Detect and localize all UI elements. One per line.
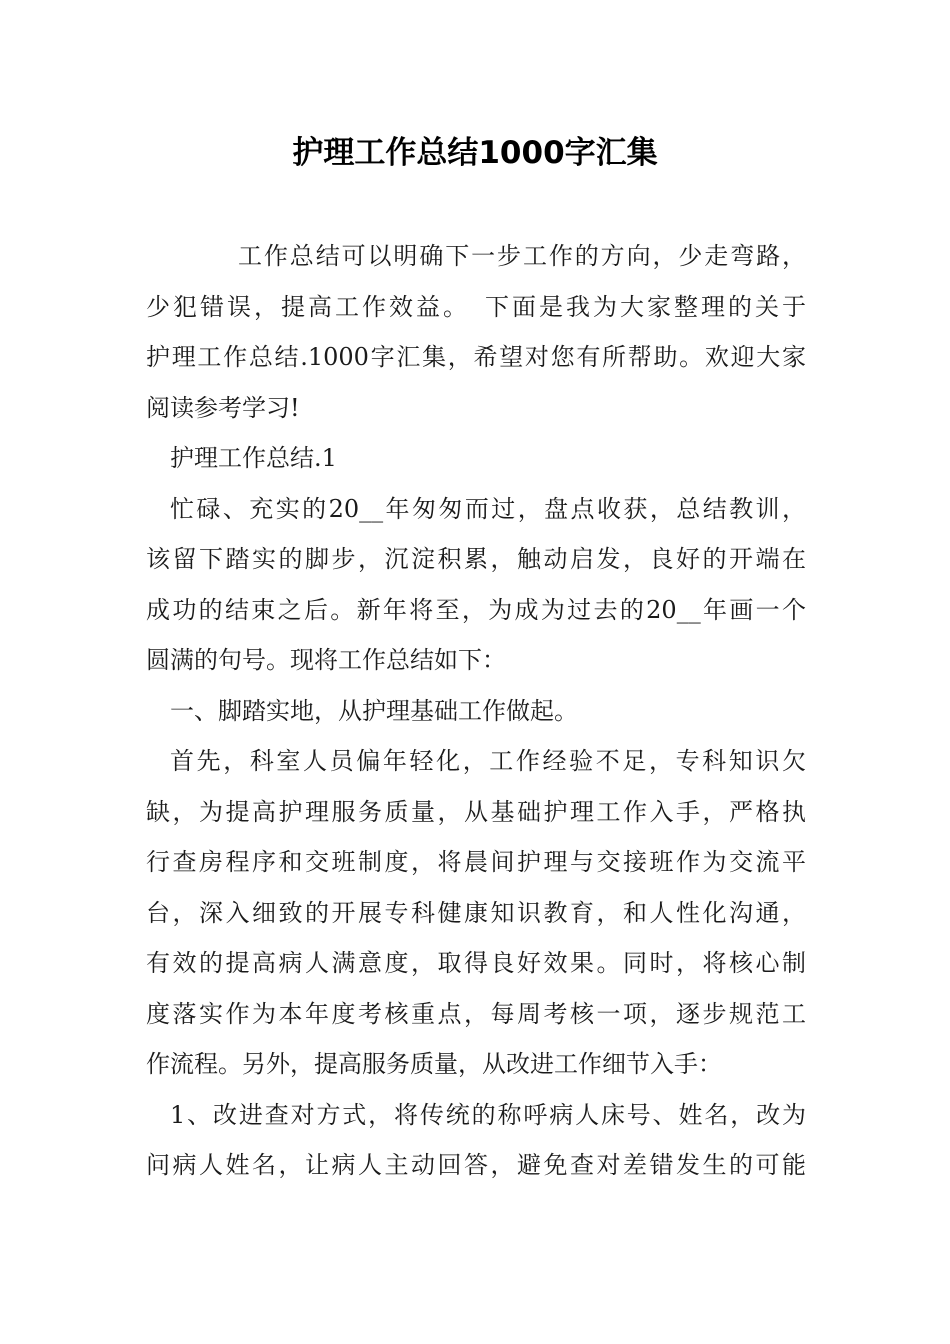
paragraph-line: 护理工作总结.1000字汇集，希望对您有所帮助。欢迎大家 <box>146 343 806 371</box>
paragraph-line: 少犯错误，提高工作效益。 下面是我为大家整理的关于 <box>146 292 806 321</box>
paragraph-line: 忙碌、充实的20__年匆匆而过，盘点收获，总结教训， <box>170 494 806 523</box>
paragraph-line: 工作总结可以明确下一步工作的方向，少走弯路， <box>238 242 806 270</box>
paragraph-line: 1、改进查对方式，将传统的称呼病人床号、姓名，改为 <box>170 1100 806 1129</box>
document-body <box>146 231 806 1191</box>
paragraph-line: 缺，为提高护理服务质量，从基础护理工作入手，严格执 <box>146 797 806 826</box>
paragraph-line: 台，深入细致的开展专科健康知识教育，和人性化沟通， <box>146 898 806 927</box>
document-title: 护理工作总结1000字汇集 <box>292 135 658 171</box>
paragraph-line: 度落实作为本年度考核重点，每周考核一项，逐步规范工 <box>146 999 806 1028</box>
paragraph-line: 首先，科室人员偏年轻化，工作经验不足，专科知识欠 <box>170 747 806 775</box>
paragraph-line: 成功的结束之后。新年将至，为成为过去的20__年画一个 <box>146 595 806 624</box>
paragraph-line: 阅读参考学习! <box>146 393 300 422</box>
paragraph-line: 有效的提高病人满意度，取得良好效果。同时，将核心制 <box>146 949 806 977</box>
paragraph-line: 问病人姓名，让病人主动回答，避免查对差错发生的可能 <box>146 1151 806 1179</box>
paragraph-line: 作流程。另外，提高服务质量，从改进工作细节入手： <box>146 1050 722 1078</box>
paragraph-line: 圆满的句号。现将工作总结如下： <box>146 646 506 674</box>
paragraph-line: 行查房程序和交班制度，将晨间护理与交接班作为交流平 <box>146 848 806 876</box>
section-heading: 一、脚踏实地，从护理基础工作做起。 <box>170 696 578 725</box>
paragraph-line: 该留下踏实的脚步，沉淀积累，触动启发，良好的开端在 <box>146 545 806 573</box>
section-heading: 护理工作总结.1 <box>170 444 337 472</box>
